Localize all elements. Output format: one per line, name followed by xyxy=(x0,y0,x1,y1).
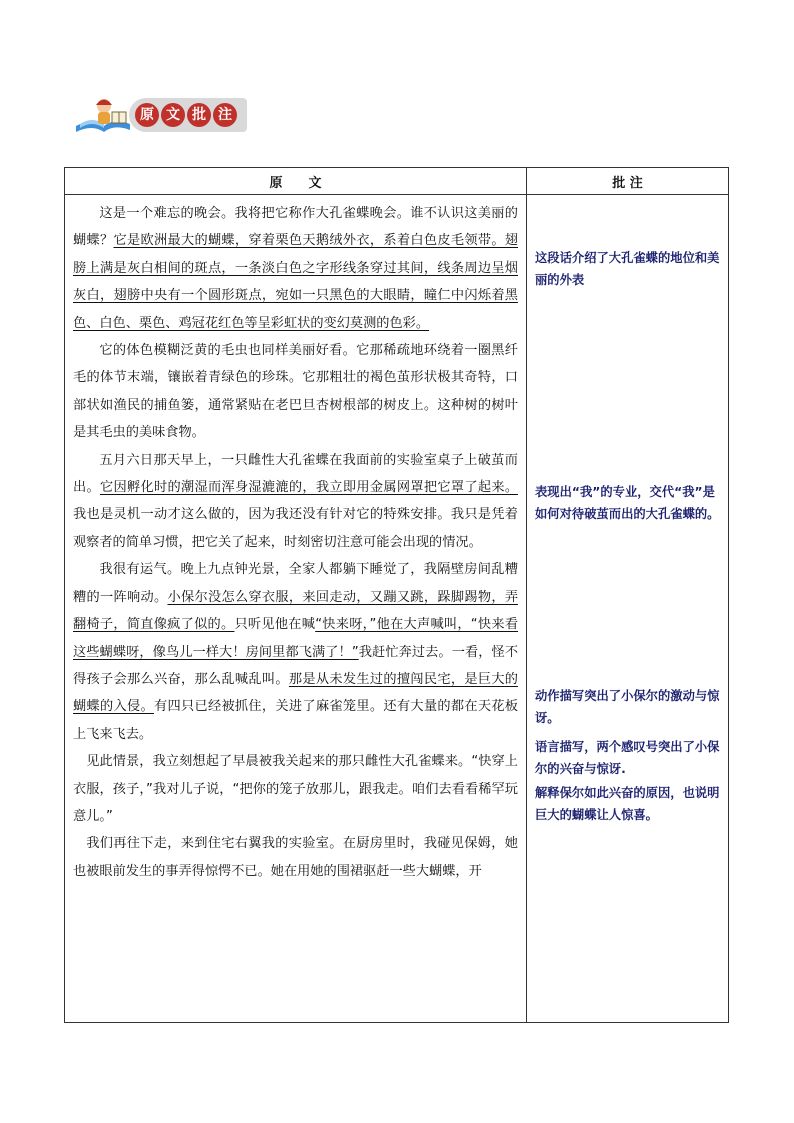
underlined-text: “快来呀，”他在大声喊叫，“快来看这些蝴蝶呀，像鸟儿一样大！房间里都飞满了！” xyxy=(73,617,519,660)
table-header-row xyxy=(65,168,729,195)
paragraph-2: 它的体色模糊泛黄的毛虫也同样美丽好看。它那稀疏地环绕着一圈黑纤毛的体节末端，镶嵌着青绿色的珍珠。它那粗壮的褐色茧形状极其奇特，口部状如渔民的捕鱼篓，通常紧贴在老巴旦杏树根部的树皮上。这种树的树叶是其毛虫的美味食物。 xyxy=(73,343,518,441)
title-char: 原 xyxy=(135,103,159,127)
annotation-4: 语言描写，两个感叹号突出了小保尔的兴奋与惊讶. xyxy=(535,740,720,776)
annotation-5: 解释保尔如此兴奋的原因，也说明巨大的蝴蝶让人惊喜。 xyxy=(535,786,720,822)
paragraph-5: 见此情景，我立刻想起了早晨被我关起来的那只雌性大孔雀蝶来。“快穿上衣服，孩子，”我对儿子说，“把你的笼子放那儿，跟我走。咱们去看看稀罕玩意儿。” xyxy=(73,754,518,824)
annotation-1: 这段话介绍了大孔雀蝶的地位和美丽的外表 xyxy=(535,251,720,287)
title-badge xyxy=(129,98,247,132)
paragraph-6: 我们再往下走，来到住宅右翼我的实验室。在厨房里时，我碰见保姆，她也被眼前发生的事弄得惊愕不已。她在用她的围裙驱赶一些大蝴蝶，开 xyxy=(73,836,518,879)
original-text-cell xyxy=(65,195,527,1023)
title-char: 文 xyxy=(161,103,185,127)
original-text-header: 原 文 xyxy=(65,168,527,195)
original-text xyxy=(73,195,518,885)
underlined-text: 它因孵化时的潮湿而浑身湿漉漉的，我立即用金属网罩把它罩了起来。 xyxy=(100,480,519,496)
paragraph-1: 这是一个难忘的晚会。我将把它称作大孔雀蝶晚会。谁不认识这美丽的蝴蝶？它是欧洲最大的蝴蝶，穿着栗色天鹅绒外衣，系着白色皮毛领带。翅膀上满是灰白相间的斑点，一条淡白色之字形线条穿过其间，线条周边呈烟灰白，翅膀中央有一个圆形斑点，宛如一只黑色的大眼睛，瞳仁中闪烁着黑色、白色、栗色、鸡冠花红色等呈彩虹状的变幻莫测的色彩。 xyxy=(73,206,518,331)
title-char: 批 xyxy=(187,103,211,127)
annotation-cell xyxy=(527,195,729,1023)
paragraph-4: 我很有运气。晚上九点钟光景，全家人都躺下睡觉了，我隔壁房间乱糟糟的一阵响动。小保尔没怎么穿衣服，来回走动，又蹦又跳，跺脚踢物，弄翻椅子，简直像疯了似的。只听见他在喊“快来呀，”他在大声喊叫，“快来看这些蝴蝶呀，像鸟儿一样大！房间里都飞满了！”我赶忙奔过去。一看，怪不得孩子会那么兴奋，那么乱喊乱叫。那是从未发生过的擅闯民宅，是巨大的蝴蝶的入侵。有四只已经被抓住，关进了麻雀笼里。还有大量的都在天花板上飞来飞去。 xyxy=(73,562,519,742)
annotation-table xyxy=(64,167,729,1023)
table-body-row xyxy=(65,195,729,1023)
title-char: 注 xyxy=(213,103,237,127)
annotation-2: 表现出“我”的专业，交代“我”是如何对待破茧而出的大孔雀蝶的。 xyxy=(535,485,720,521)
underlined-text: 那是从未发生过的擅闯民宅，是巨大的蝴蝶的入侵。 xyxy=(73,671,518,715)
underlined-text: 它是欧洲最大的蝴蝶，穿着栗色天鹅绒外衣，系着白色皮毛领带。翅膀上满是灰白相间的斑点，一条淡白色之字形线条穿过其间，线条周边呈烟灰白，翅膀中央有一个圆形斑点，宛如一只黑色的大眼睛，瞳仁中闪烁着黑色、白色、栗色、鸡冠花红色等呈彩虹状的变幻莫测的色彩。 xyxy=(73,233,518,331)
annotation-3: 动作描写突出了小保尔的激动与惊讶。 xyxy=(535,689,720,725)
annotation-header: 批 注 xyxy=(527,168,729,195)
paragraph-3: 五月六日那天早上，一只雌性大孔雀蝶在我面前的实验室桌子上破茧而出。它因孵化时的潮湿而浑身湿漉漉的，我立即用金属网罩把它罩了起来。我也是灵机一动才这么做的，因为我还没有针对它的特殊安排。我只是凭着观察者的简单习惯，把它关了起来，时刻密切注意可能会出现的情况。 xyxy=(73,452,519,550)
section-header xyxy=(74,96,234,136)
underlined-text: 小保尔没怎么穿衣服，来回走动，又蹦又跳，跺脚踢物，弄翻椅子，简直像疯了似的。 xyxy=(73,589,519,633)
reading-student-icon xyxy=(74,96,132,136)
